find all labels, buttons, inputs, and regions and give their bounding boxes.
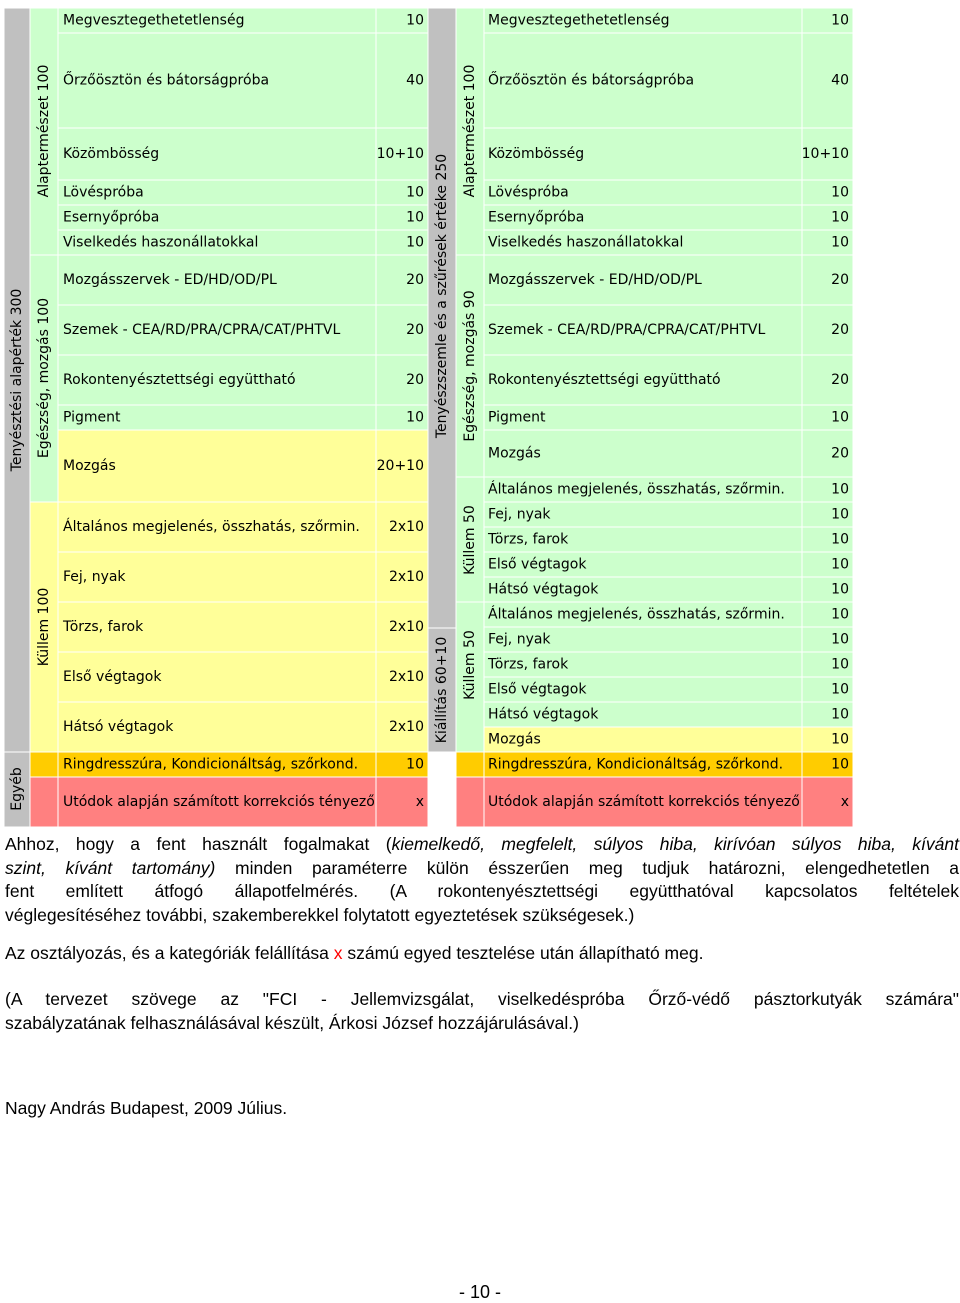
row-value: 10 <box>831 581 849 598</box>
row-value: 40 <box>831 72 849 89</box>
group-label: Küllem 50 <box>462 505 478 575</box>
row-label: Megvesztegethetetlenség <box>488 12 670 29</box>
paragraph-classification: Az osztályozás, és a kategóriák felállítása x számú egyed tesztelése után állapítható meg. <box>5 943 704 963</box>
row-label: Általános megjelenés, összhatás, szőrmin. <box>63 519 360 535</box>
signature: Nagy András Budapest, 2009 Július. <box>5 1098 288 1118</box>
row-value: 10 <box>406 209 424 226</box>
row-label: Mozgás <box>488 445 541 462</box>
row-value: 20 <box>406 272 424 288</box>
paragraph-source <box>5 988 959 1035</box>
row-value: 2x10 <box>388 719 424 735</box>
row-value: 20 <box>831 322 849 338</box>
group-label: Küllem 50 <box>462 630 478 700</box>
paragraph-line: Ahhoz, hogy a fent használt fogalmakat (kiemelkedő, megfelelt, súlyos hiba, kirívóan súlyos hiba, kívánt <box>5 834 959 854</box>
row-label: Hátsó végtagok <box>488 581 599 598</box>
row-label: Pigment <box>63 409 121 426</box>
row-label: Utódok alapján számított korrekciós tényező <box>63 794 375 810</box>
row-label: Közömbösség <box>63 146 160 162</box>
paragraph-line: véglegesítéséhez további, szakemberekkel folytatott egyeztetések szükségesek.) <box>5 904 635 925</box>
row-label: Utódok alapján számított korrekciós tényező <box>488 794 800 810</box>
row-value: 10 <box>831 506 849 523</box>
paragraph-line: fent említett átfogó állapotfelmérés. (A rokontenyésztettségi együtthatóval kapcsolatos feltételek <box>5 881 959 901</box>
row-value: 10 <box>831 656 849 673</box>
row-label: Mozgás <box>63 458 116 474</box>
group-label: Egészség, mozgás 90 <box>462 290 478 442</box>
group-cell-utod-right <box>456 777 484 827</box>
row-value: 10 <box>831 234 849 251</box>
row-label: Szemek - CEA/RD/PRA/CPRA/CAT/PHTVL <box>63 322 341 338</box>
paragraph-line: (A tervezet szövege az "FCI - Jellemvizsgálat, viselkedéspróba Őrző-védő pásztorkutyák számára" <box>5 989 959 1009</box>
row-label: Mozgás <box>488 731 541 748</box>
group-label: Egészség, mozgás 100 <box>36 297 52 459</box>
row-value: x <box>840 794 849 810</box>
row-value: 10 <box>831 681 849 698</box>
row-value: 10+10 <box>376 146 424 162</box>
row-value: 10 <box>831 731 849 748</box>
row-value: 10 <box>831 606 849 623</box>
row-value: 20 <box>831 445 849 462</box>
group-cell-blank <box>428 752 456 827</box>
row-value: 10 <box>831 706 849 723</box>
row-value: 10+10 <box>801 146 849 162</box>
group-label: Kiállítás 60+10 <box>434 636 450 744</box>
row-label: Viselkedés haszonállatokkal <box>488 234 684 251</box>
group-label: Tenyészszemle és a szűrések értéke 250 <box>434 153 450 439</box>
row-value: 40 <box>406 72 424 89</box>
group-label: Egyéb <box>9 767 25 811</box>
paragraph-concepts <box>5 833 959 927</box>
row-label: Őrzőösztön és bátorságpróba <box>488 72 695 89</box>
row-label: Fej, nyak <box>488 631 551 648</box>
row-label: Mozgásszervek - ED/HD/OD/PL <box>488 272 702 288</box>
row-value: 10 <box>406 184 424 201</box>
row-label: Szemek - CEA/RD/PRA/CPRA/CAT/PHTVL <box>488 322 766 338</box>
group-cell-utod-left <box>30 777 58 827</box>
row-label: Közömbösség <box>488 146 585 162</box>
row-value: 10 <box>831 12 849 29</box>
row-value: 2x10 <box>388 569 424 585</box>
paragraph-line: szint, kívánt tartomány) minden paraméterre külön ésszerűen meg tudjuk határozni, elengedhetetlen a <box>5 857 960 878</box>
row-value: 10 <box>406 12 424 29</box>
row-value: 10 <box>831 209 849 226</box>
row-label: Általános megjelenés, összhatás, szőrmin. <box>488 481 785 498</box>
row-value: 10 <box>831 556 849 573</box>
row-value: 10 <box>831 481 849 498</box>
row-label: Hátsó végtagok <box>63 719 174 735</box>
row-value: 10 <box>406 234 424 251</box>
group-label: Tenyésztési alapérték 300 <box>9 288 25 472</box>
group-label: Alaptermészet 100 <box>462 64 478 198</box>
row-value: 20 <box>831 372 849 388</box>
paragraph-line: szabályzatának felhasználásával készült, Árkosi József hozzájárulásával.) <box>5 1012 579 1033</box>
row-label: Esernyőpróba <box>488 209 585 226</box>
row-label: Első végtagok <box>63 669 162 685</box>
row-label: Fej, nyak <box>488 506 551 523</box>
row-value: 2x10 <box>388 619 424 635</box>
row-label: Őrzőösztön és bátorságpróba <box>63 72 270 89</box>
row-label: Törzs, farok <box>63 619 144 635</box>
group-cell-ring-right <box>456 752 484 777</box>
row-label: Első végtagok <box>488 556 587 573</box>
group-label: Küllem 100 <box>36 587 52 667</box>
row-label: Pigment <box>488 409 546 426</box>
row-label: Viselkedés haszonállatokkal <box>63 234 259 251</box>
row-label: Megvesztegethetetlenség <box>63 12 245 29</box>
row-label: Mozgásszervek - ED/HD/OD/PL <box>63 272 277 288</box>
row-value: 10 <box>831 631 849 648</box>
row-label: Első végtagok <box>488 681 587 698</box>
row-label: Ringdresszúra, Kondicionáltság, szőrkond. <box>63 756 359 773</box>
row-value: 10 <box>831 409 849 426</box>
x-marker: x <box>333 943 343 963</box>
row-value: 20 <box>406 322 424 338</box>
row-label: Ringdresszúra, Kondicionáltság, szőrkond. <box>488 756 784 773</box>
row-label: Fej, nyak <box>63 569 126 585</box>
row-value: 2x10 <box>388 669 424 685</box>
row-label: Rokontenyésztettségi együttható <box>63 372 296 388</box>
row-label: Törzs, farok <box>488 656 569 673</box>
row-value: 10 <box>831 756 849 773</box>
row-label: Esernyőpróba <box>63 209 160 226</box>
row-value: 20 <box>831 272 849 288</box>
row-value: 10 <box>406 409 424 426</box>
row-label: Lövéspróba <box>63 184 144 201</box>
row-value: 20+10 <box>376 458 424 474</box>
row-label: Hátsó végtagok <box>488 706 599 723</box>
row-label: Rokontenyésztettségi együttható <box>488 372 721 388</box>
group-cell-ring-left <box>30 752 58 777</box>
page-number: - 10 - <box>458 1282 501 1302</box>
row-value: 10 <box>831 531 849 548</box>
row-value: 10 <box>831 184 849 201</box>
row-label: Általános megjelenés, összhatás, szőrmin. <box>488 606 785 623</box>
row-value: 10 <box>406 756 424 773</box>
row-label: Lövéspróba <box>488 184 569 201</box>
row-value: 20 <box>406 372 424 388</box>
row-label: Törzs, farok <box>488 531 569 548</box>
row-value: 2x10 <box>388 519 424 535</box>
row-value: x <box>415 794 424 810</box>
group-label: Alaptermészet 100 <box>36 64 52 198</box>
